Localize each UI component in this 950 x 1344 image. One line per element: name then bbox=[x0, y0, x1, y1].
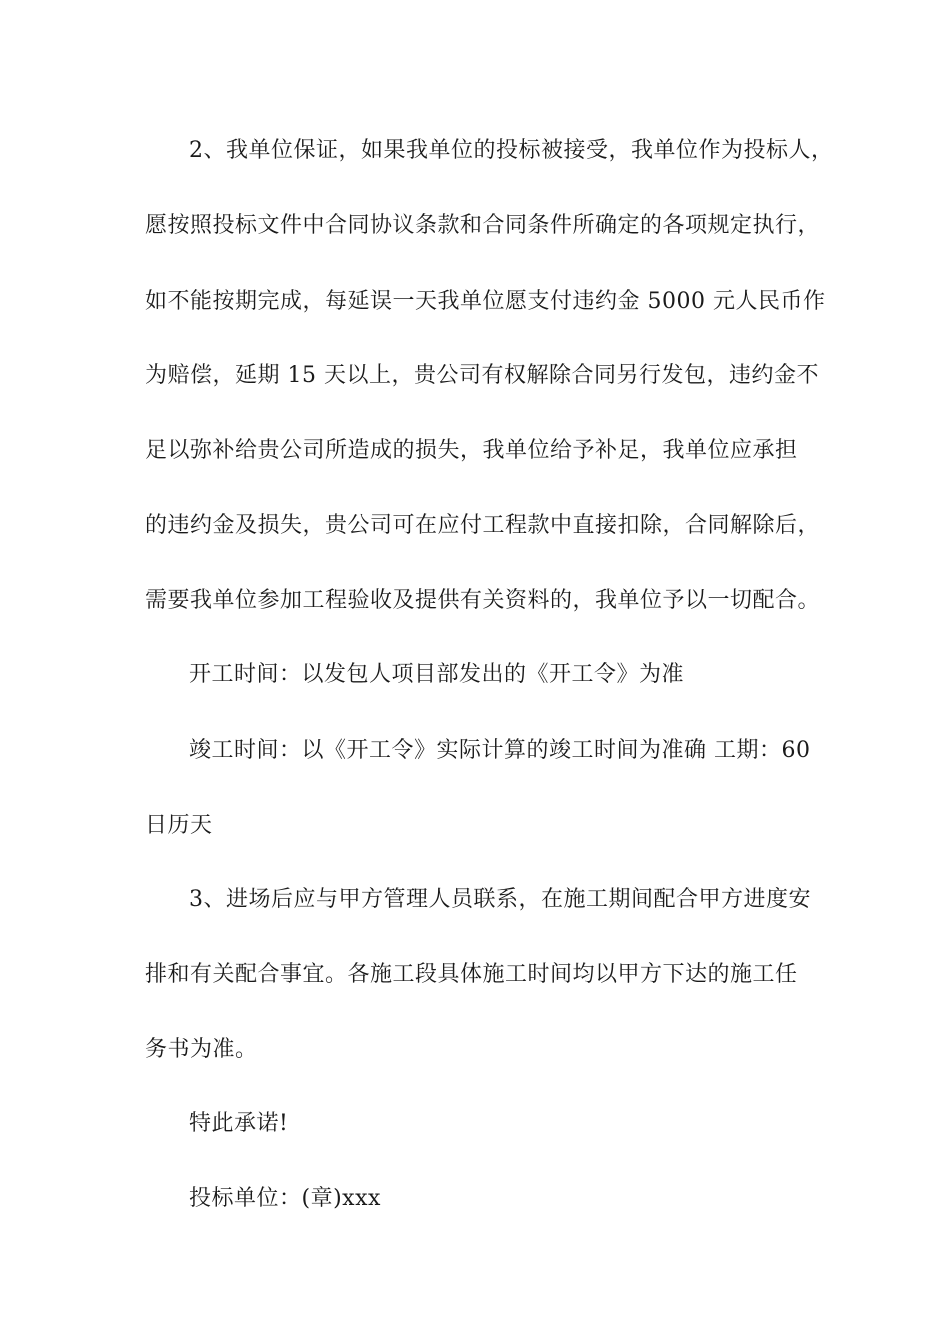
paragraph-2-line-1: 2、我单位保证，如果我单位的投标被接受，我单位作为投标人， bbox=[189, 138, 834, 163]
paragraph-2-line-6: 的违约金及损失，贵公司可在应付工程款中直接扣除，合同解除后， bbox=[145, 513, 821, 538]
paragraph-2-line-3: 如不能按期完成，每延误一天我单位愿支付违约金 5000 元人民币作 bbox=[145, 289, 826, 314]
paragraph-2-line-5: 足以弥补给贵公司所造成的损失，我单位给予补足，我单位应承担 bbox=[145, 438, 798, 463]
paragraph-3-line-1: 3、进场后应与甲方管理人员联系，在施工期间配合甲方进度安 bbox=[189, 887, 811, 912]
paragraph-3-line-3: 务书为准。 bbox=[145, 1037, 258, 1062]
pledge-closing: 特此承诺! bbox=[189, 1111, 289, 1136]
paragraph-2-line-2: 愿按照投标文件中合同协议条款和合同条件所确定的各项规定执行， bbox=[145, 213, 821, 238]
paragraph-2-line-7: 需要我单位参加工程验收及提供有关资料的，我单位予以一切配合。 bbox=[145, 588, 821, 613]
paragraph-3-line-2: 排和有关配合事宜。各施工段具体施工时间均以甲方下达的施工任 bbox=[145, 962, 798, 987]
start-time-line: 开工时间：以发包人项目部发出的《开工令》为准 bbox=[189, 662, 685, 687]
completion-time-line-2: 日历天 bbox=[145, 813, 213, 838]
completion-time-line: 竣工时间：以《开工令》实际计算的竣工时间为准确 工期：60 bbox=[189, 738, 811, 763]
paragraph-2-line-4: 为赔偿，延期 15 天以上，贵公司有权解除合同另行发包，违约金不 bbox=[145, 363, 819, 388]
bidder-signature-line: 投标单位：(章)xxx bbox=[189, 1186, 381, 1211]
